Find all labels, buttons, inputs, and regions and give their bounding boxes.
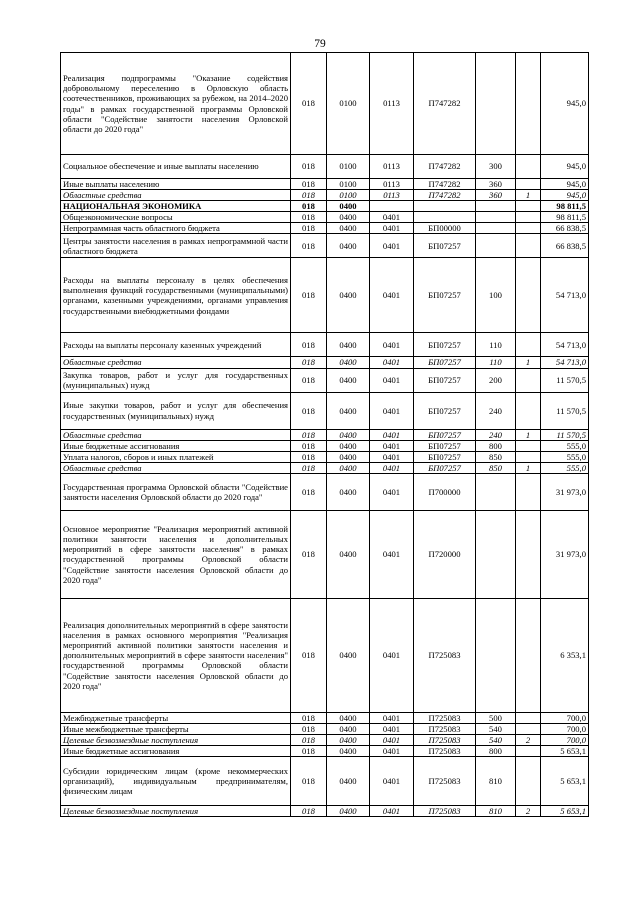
code-target-article-cell: П725083 bbox=[414, 806, 476, 817]
code-subsection-cell: 0401 bbox=[370, 735, 414, 746]
code-grbs-cell: 018 bbox=[291, 179, 327, 190]
code-source-cell bbox=[516, 392, 541, 429]
row-name-cell: Целевые безвозмездные поступления bbox=[61, 735, 291, 746]
code-subsection-cell: 0401 bbox=[370, 746, 414, 757]
code-source-cell bbox=[516, 179, 541, 190]
code-section-cell: 0400 bbox=[327, 724, 370, 735]
table-row bbox=[61, 201, 589, 212]
amount-cell: 555,0 bbox=[541, 451, 589, 462]
code-target-article-cell: БП07257 bbox=[414, 462, 476, 473]
amount-cell: 5 653,1 bbox=[541, 757, 589, 806]
code-subsection-cell: 0401 bbox=[370, 333, 414, 357]
code-subsection-cell: 0401 bbox=[370, 234, 414, 258]
amount-cell: 54 713,0 bbox=[541, 357, 589, 368]
code-section-cell: 0400 bbox=[327, 510, 370, 598]
code-target-article-cell: П725083 bbox=[414, 598, 476, 712]
code-expense-type-cell: 800 bbox=[476, 440, 516, 451]
table-row bbox=[61, 757, 589, 806]
code-subsection-cell: 0401 bbox=[370, 757, 414, 806]
row-name-cell: Расходы на выплаты персоналу казенных учреждений bbox=[61, 333, 291, 357]
code-grbs-cell: 018 bbox=[291, 806, 327, 817]
table-row bbox=[61, 724, 589, 735]
code-grbs-cell: 018 bbox=[291, 473, 327, 510]
code-subsection-cell: 0401 bbox=[370, 462, 414, 473]
code-section-cell: 0400 bbox=[327, 212, 370, 223]
code-source-cell: 2 bbox=[516, 735, 541, 746]
code-source-cell bbox=[516, 53, 541, 155]
amount-cell: 700,0 bbox=[541, 724, 589, 735]
code-grbs-cell: 018 bbox=[291, 155, 327, 179]
code-expense-type-cell bbox=[476, 473, 516, 510]
row-name-cell: Иные бюджетные ассигнования bbox=[61, 746, 291, 757]
row-name-cell: Областные средства bbox=[61, 429, 291, 440]
row-name-cell: Областные средства bbox=[61, 462, 291, 473]
code-subsection-cell bbox=[370, 201, 414, 212]
code-expense-type-cell bbox=[476, 201, 516, 212]
code-expense-type-cell: 200 bbox=[476, 368, 516, 392]
code-source-cell bbox=[516, 234, 541, 258]
table-row bbox=[61, 179, 589, 190]
table-row bbox=[61, 451, 589, 462]
table-row bbox=[61, 190, 589, 201]
table-row bbox=[61, 473, 589, 510]
code-expense-type-cell: 540 bbox=[476, 735, 516, 746]
code-expense-type-cell: 240 bbox=[476, 429, 516, 440]
row-name-cell: Иные выплаты населению bbox=[61, 179, 291, 190]
code-section-cell: 0400 bbox=[327, 392, 370, 429]
table-row bbox=[61, 333, 589, 357]
code-target-article-cell: П747282 bbox=[414, 179, 476, 190]
code-subsection-cell: 0401 bbox=[370, 258, 414, 333]
table-row bbox=[61, 735, 589, 746]
code-target-article-cell: П725083 bbox=[414, 724, 476, 735]
code-grbs-cell: 018 bbox=[291, 440, 327, 451]
code-expense-type-cell: 240 bbox=[476, 392, 516, 429]
code-section-cell: 0400 bbox=[327, 746, 370, 757]
code-source-cell: 1 bbox=[516, 429, 541, 440]
code-source-cell bbox=[516, 440, 541, 451]
code-section-cell: 0400 bbox=[327, 757, 370, 806]
code-expense-type-cell bbox=[476, 510, 516, 598]
code-grbs-cell: 018 bbox=[291, 190, 327, 201]
code-expense-type-cell: 540 bbox=[476, 724, 516, 735]
amount-cell: 66 838,5 bbox=[541, 234, 589, 258]
code-grbs-cell: 018 bbox=[291, 451, 327, 462]
code-target-article-cell: БП07257 bbox=[414, 333, 476, 357]
row-name-cell: Центры занятости населения в рамках непрограммной части областного бюджета bbox=[61, 234, 291, 258]
code-target-article-cell: БП07257 bbox=[414, 451, 476, 462]
row-name-cell: Целевые безвозмездные поступления bbox=[61, 806, 291, 817]
code-expense-type-cell: 850 bbox=[476, 451, 516, 462]
code-grbs-cell: 018 bbox=[291, 735, 327, 746]
amount-cell: 31 973,0 bbox=[541, 473, 589, 510]
code-subsection-cell: 0401 bbox=[370, 806, 414, 817]
row-name-cell: НАЦИОНАЛЬНАЯ ЭКОНОМИКА bbox=[61, 201, 291, 212]
row-name-cell: Областные средства bbox=[61, 190, 291, 201]
code-target-article-cell: П747282 bbox=[414, 53, 476, 155]
row-name-cell: Иные бюджетные ассигнования bbox=[61, 440, 291, 451]
code-expense-type-cell bbox=[476, 598, 516, 712]
table-row bbox=[61, 746, 589, 757]
code-expense-type-cell: 850 bbox=[476, 462, 516, 473]
code-subsection-cell: 0401 bbox=[370, 440, 414, 451]
amount-cell: 5 653,1 bbox=[541, 746, 589, 757]
amount-cell: 11 570,5 bbox=[541, 392, 589, 429]
code-grbs-cell: 018 bbox=[291, 368, 327, 392]
code-section-cell: 0400 bbox=[327, 735, 370, 746]
code-expense-type-cell: 810 bbox=[476, 806, 516, 817]
code-source-cell: 1 bbox=[516, 190, 541, 201]
code-source-cell bbox=[516, 155, 541, 179]
row-name-cell: Субсидии юридическим лицам (кроме некоммерческих организаций), индивидуальным предпринимателям, физическим лицам bbox=[61, 757, 291, 806]
row-name-cell: Межбюджетные трансферты bbox=[61, 712, 291, 723]
row-name-cell: Государственная программа Орловской области "Содействие занятости населения Орловской области до 2020 года" bbox=[61, 473, 291, 510]
code-source-cell bbox=[516, 451, 541, 462]
code-grbs-cell: 018 bbox=[291, 598, 327, 712]
code-grbs-cell: 018 bbox=[291, 746, 327, 757]
code-target-article-cell: БП07257 bbox=[414, 429, 476, 440]
row-name-cell: Иные закупки товаров, работ и услуг для обеспечения государственных (муниципальных) нужд bbox=[61, 392, 291, 429]
code-subsection-cell: 0401 bbox=[370, 510, 414, 598]
code-source-cell bbox=[516, 333, 541, 357]
code-target-article-cell: П725083 bbox=[414, 735, 476, 746]
code-section-cell: 0400 bbox=[327, 598, 370, 712]
code-section-cell: 0100 bbox=[327, 190, 370, 201]
code-subsection-cell: 0401 bbox=[370, 598, 414, 712]
code-grbs-cell: 018 bbox=[291, 757, 327, 806]
table-row bbox=[61, 368, 589, 392]
code-target-article-cell bbox=[414, 201, 476, 212]
code-grbs-cell: 018 bbox=[291, 429, 327, 440]
code-expense-type-cell: 360 bbox=[476, 179, 516, 190]
code-section-cell: 0400 bbox=[327, 223, 370, 234]
code-subsection-cell: 0113 bbox=[370, 155, 414, 179]
code-target-article-cell: П747282 bbox=[414, 155, 476, 179]
table-row bbox=[61, 357, 589, 368]
code-target-article-cell: БП07257 bbox=[414, 258, 476, 333]
table-row bbox=[61, 462, 589, 473]
code-grbs-cell: 018 bbox=[291, 201, 327, 212]
code-source-cell bbox=[516, 757, 541, 806]
code-section-cell: 0400 bbox=[327, 357, 370, 368]
code-expense-type-cell: 360 bbox=[476, 190, 516, 201]
code-expense-type-cell bbox=[476, 212, 516, 223]
amount-cell: 945,0 bbox=[541, 155, 589, 179]
code-section-cell: 0400 bbox=[327, 440, 370, 451]
amount-cell: 54 713,0 bbox=[541, 333, 589, 357]
code-subsection-cell: 0113 bbox=[370, 179, 414, 190]
code-subsection-cell: 0401 bbox=[370, 724, 414, 735]
code-source-cell bbox=[516, 746, 541, 757]
code-section-cell: 0400 bbox=[327, 368, 370, 392]
table-row bbox=[61, 392, 589, 429]
table-row bbox=[61, 712, 589, 723]
code-section-cell: 0400 bbox=[327, 258, 370, 333]
code-subsection-cell: 0401 bbox=[370, 429, 414, 440]
table-row bbox=[61, 53, 589, 155]
code-grbs-cell: 018 bbox=[291, 212, 327, 223]
code-section-cell: 0400 bbox=[327, 429, 370, 440]
code-target-article-cell: БП07257 bbox=[414, 357, 476, 368]
code-source-cell: 1 bbox=[516, 357, 541, 368]
table-row bbox=[61, 223, 589, 234]
row-name-cell: Уплата налогов, сборов и иных платежей bbox=[61, 451, 291, 462]
table-row bbox=[61, 598, 589, 712]
code-source-cell bbox=[516, 368, 541, 392]
code-expense-type-cell: 100 bbox=[476, 258, 516, 333]
code-target-article-cell: П725083 bbox=[414, 757, 476, 806]
code-subsection-cell: 0401 bbox=[370, 368, 414, 392]
code-target-article-cell: П725083 bbox=[414, 712, 476, 723]
code-grbs-cell: 018 bbox=[291, 333, 327, 357]
code-target-article-cell bbox=[414, 212, 476, 223]
code-expense-type-cell bbox=[476, 234, 516, 258]
code-target-article-cell: П700000 bbox=[414, 473, 476, 510]
table-row bbox=[61, 440, 589, 451]
code-expense-type-cell: 110 bbox=[476, 333, 516, 357]
page-number: 79 bbox=[314, 38, 326, 50]
code-subsection-cell: 0401 bbox=[370, 473, 414, 510]
code-subsection-cell: 0113 bbox=[370, 190, 414, 201]
amount-cell: 700,0 bbox=[541, 712, 589, 723]
code-target-article-cell: БП07257 bbox=[414, 392, 476, 429]
amount-cell: 6 353,1 bbox=[541, 598, 589, 712]
code-section-cell: 0400 bbox=[327, 462, 370, 473]
code-expense-type-cell: 810 bbox=[476, 757, 516, 806]
amount-cell: 54 713,0 bbox=[541, 258, 589, 333]
code-subsection-cell: 0401 bbox=[370, 223, 414, 234]
code-section-cell: 0100 bbox=[327, 179, 370, 190]
amount-cell: 945,0 bbox=[541, 179, 589, 190]
amount-cell: 31 973,0 bbox=[541, 510, 589, 598]
code-source-cell bbox=[516, 712, 541, 723]
amount-cell: 555,0 bbox=[541, 440, 589, 451]
amount-cell: 66 838,5 bbox=[541, 223, 589, 234]
code-source-cell: 1 bbox=[516, 462, 541, 473]
code-target-article-cell: П725083 bbox=[414, 746, 476, 757]
code-grbs-cell: 018 bbox=[291, 234, 327, 258]
code-target-article-cell: БП00000 bbox=[414, 223, 476, 234]
row-name-cell: Реализация дополнительных мероприятий в сфере занятости населения в рамках основного мероприятия "Реализация мероприятий активной политики занятости населения и дополнительных мероприятий в сфере занятости населения" государственной программы Орловской области "Содействие занятости населения Орловской области до 2020 года" bbox=[61, 598, 291, 712]
row-name-cell: Расходы на выплаты персоналу в целях обеспечения выполнения функций государственными (муниципальными) органами, казенными учреждениями, органами управления государственными внебюджетными фондами bbox=[61, 258, 291, 333]
code-section-cell: 0400 bbox=[327, 451, 370, 462]
code-subsection-cell: 0401 bbox=[370, 392, 414, 429]
code-grbs-cell: 018 bbox=[291, 462, 327, 473]
code-target-article-cell: П720000 bbox=[414, 510, 476, 598]
code-source-cell: 2 bbox=[516, 806, 541, 817]
code-expense-type-cell: 500 bbox=[476, 712, 516, 723]
code-target-article-cell: БП07257 bbox=[414, 368, 476, 392]
code-grbs-cell: 018 bbox=[291, 724, 327, 735]
code-section-cell: 0400 bbox=[327, 473, 370, 510]
row-name-cell: Иные межбюджетные трансферты bbox=[61, 724, 291, 735]
amount-cell: 11 570,5 bbox=[541, 368, 589, 392]
code-section-cell: 0400 bbox=[327, 806, 370, 817]
code-source-cell bbox=[516, 724, 541, 735]
code-grbs-cell: 018 bbox=[291, 392, 327, 429]
table-row bbox=[61, 510, 589, 598]
code-section-cell: 0400 bbox=[327, 201, 370, 212]
table-row bbox=[61, 155, 589, 179]
code-source-cell bbox=[516, 473, 541, 510]
code-target-article-cell: БП07257 bbox=[414, 234, 476, 258]
code-subsection-cell: 0401 bbox=[370, 357, 414, 368]
code-source-cell bbox=[516, 201, 541, 212]
code-grbs-cell: 018 bbox=[291, 258, 327, 333]
code-expense-type-cell: 800 bbox=[476, 746, 516, 757]
amount-cell: 98 811,5 bbox=[541, 212, 589, 223]
code-subsection-cell: 0401 bbox=[370, 451, 414, 462]
code-expense-type-cell bbox=[476, 223, 516, 234]
code-target-article-cell: БП07257 bbox=[414, 440, 476, 451]
amount-cell: 945,0 bbox=[541, 53, 589, 155]
code-subsection-cell: 0401 bbox=[370, 212, 414, 223]
row-name-cell: Основное мероприятие "Реализация мероприятий активной политики занятости населения и дополнительных мероприятий в сфере занятости населения" в рамках государственной программы Орловской области "Содействие занятости населения Орловской области до 2020 года" bbox=[61, 510, 291, 598]
code-source-cell bbox=[516, 212, 541, 223]
code-section-cell: 0400 bbox=[327, 234, 370, 258]
row-name-cell: Областные средства bbox=[61, 357, 291, 368]
code-grbs-cell: 018 bbox=[291, 223, 327, 234]
code-section-cell: 0100 bbox=[327, 53, 370, 155]
code-grbs-cell: 018 bbox=[291, 712, 327, 723]
code-expense-type-cell bbox=[476, 53, 516, 155]
amount-cell: 555,0 bbox=[541, 462, 589, 473]
table-row bbox=[61, 234, 589, 258]
code-section-cell: 0100 bbox=[327, 155, 370, 179]
amount-cell: 945,0 bbox=[541, 190, 589, 201]
code-grbs-cell: 018 bbox=[291, 53, 327, 155]
amount-cell: 5 653,1 bbox=[541, 806, 589, 817]
table-row bbox=[61, 258, 589, 333]
code-source-cell bbox=[516, 510, 541, 598]
code-source-cell bbox=[516, 223, 541, 234]
budget-table-body bbox=[61, 53, 589, 817]
code-section-cell: 0400 bbox=[327, 712, 370, 723]
table-row bbox=[61, 212, 589, 223]
row-name-cell: Непрограммная часть областного бюджета bbox=[61, 223, 291, 234]
row-name-cell: Социальное обеспечение и иные выплаты населению bbox=[61, 155, 291, 179]
code-grbs-cell: 018 bbox=[291, 357, 327, 368]
row-name-cell: Реализация подпрограммы "Оказание содействия добровольному переселению в Орловскую область соотечественников, проживающих за рубежом, на 2014–2020 годы" в рамках государственной программы Орловской области "Содействие занятости населения Орловской области до 2020 года" bbox=[61, 53, 291, 155]
code-source-cell bbox=[516, 258, 541, 333]
code-subsection-cell: 0401 bbox=[370, 712, 414, 723]
row-name-cell: Закупка товаров, работ и услуг для государственных (муниципальных) нужд bbox=[61, 368, 291, 392]
code-expense-type-cell: 300 bbox=[476, 155, 516, 179]
code-source-cell bbox=[516, 598, 541, 712]
table-row bbox=[61, 806, 589, 817]
table-row bbox=[61, 429, 589, 440]
code-section-cell: 0400 bbox=[327, 333, 370, 357]
code-expense-type-cell: 110 bbox=[476, 357, 516, 368]
amount-cell: 98 811,5 bbox=[541, 201, 589, 212]
amount-cell: 11 570,5 bbox=[541, 429, 589, 440]
row-name-cell: Общеэкономические вопросы bbox=[61, 212, 291, 223]
budget-table bbox=[60, 52, 589, 817]
code-subsection-cell: 0113 bbox=[370, 53, 414, 155]
amount-cell: 700,0 bbox=[541, 735, 589, 746]
code-target-article-cell: П747282 bbox=[414, 190, 476, 201]
code-grbs-cell: 018 bbox=[291, 510, 327, 598]
